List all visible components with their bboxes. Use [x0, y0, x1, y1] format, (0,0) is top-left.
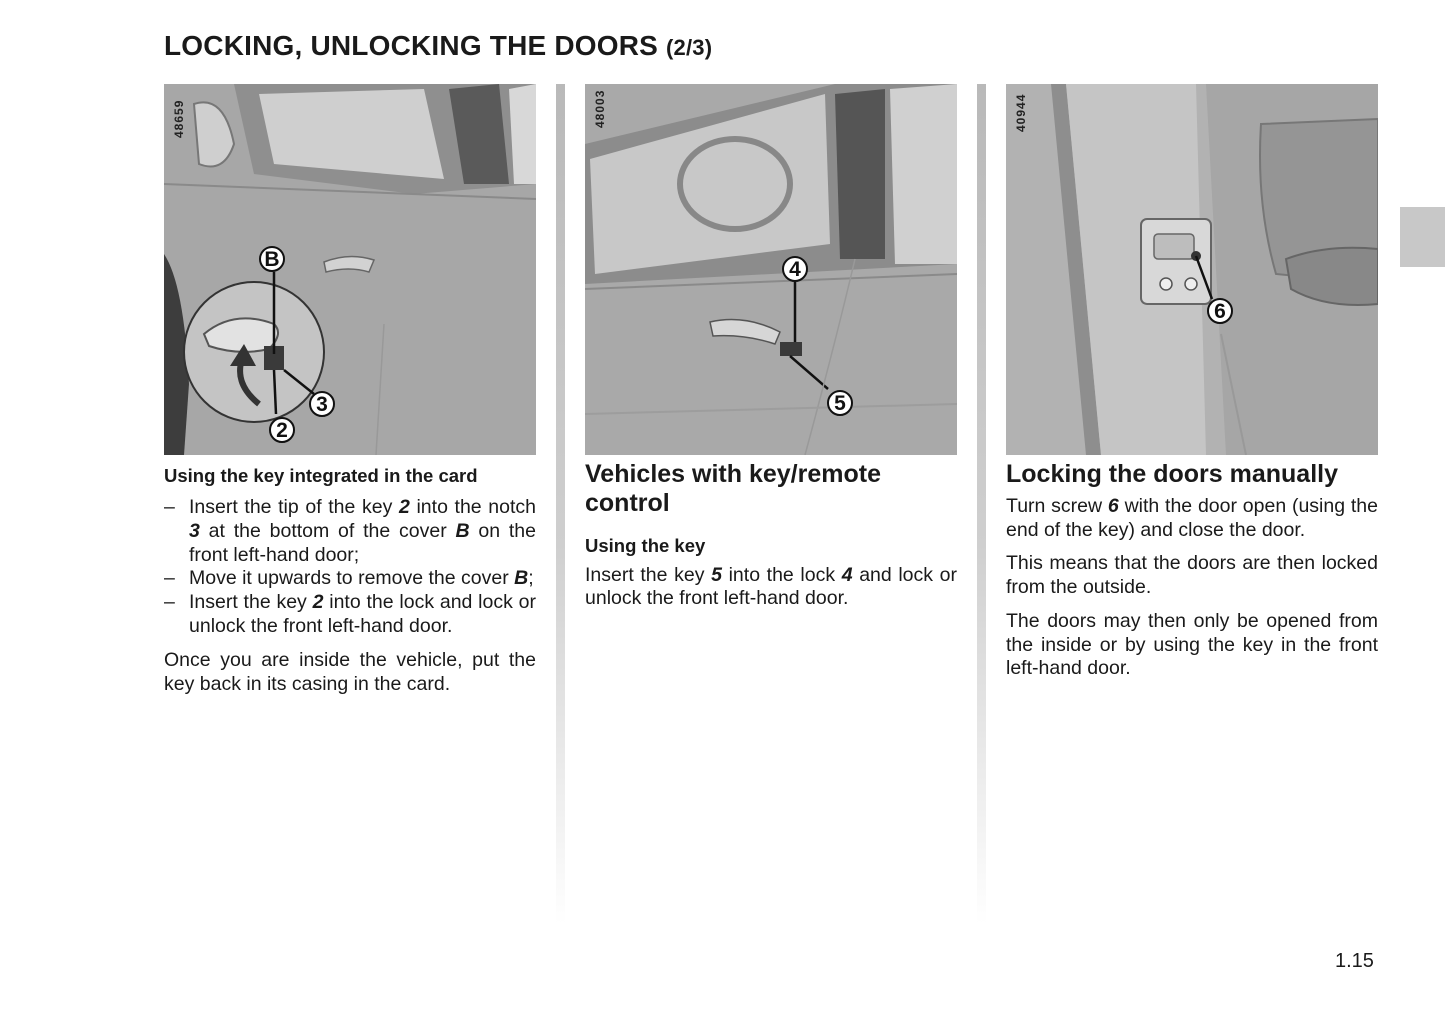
- column-divider-1: [556, 84, 565, 924]
- column-divider-2: [977, 84, 986, 924]
- callout-6: 6: [1207, 298, 1233, 324]
- list-item: [164, 567, 536, 591]
- subheading-using-key: Using the key: [585, 534, 706, 556]
- callout-B: B: [259, 246, 285, 272]
- section-heading-key-remote: Vehicles with key/remote control: [585, 460, 881, 517]
- text-run: at the bottom of the cover: [199, 519, 456, 542]
- text-run: into the notch: [409, 496, 536, 519]
- reference-number: 2: [312, 591, 324, 614]
- reference-number: 5: [711, 563, 722, 586]
- text-run: Move it upwards to remove the cover: [189, 567, 515, 590]
- body-paragraph: This means that the doors are then locked from the outside.: [1006, 552, 1378, 599]
- text-run: ;: [528, 567, 534, 590]
- page-number: 1.15: [1335, 950, 1374, 972]
- page-title: [164, 30, 712, 62]
- body-paragraph: [585, 564, 957, 612]
- reference-number: 2: [398, 496, 410, 519]
- text-run: and lock or unlock the front left-hand door.: [585, 563, 957, 610]
- figure-id: 48659: [172, 99, 186, 138]
- callout-4: 4: [782, 256, 808, 282]
- section-heading-manual-locking: Locking the doors manually: [1006, 460, 1338, 488]
- list-item: [164, 496, 536, 567]
- text-run: on the front left-hand door;: [189, 519, 536, 566]
- page-title-text: LOCKING, UNLOCKING THE DOORS: [164, 30, 659, 61]
- column-key-in-card: [164, 460, 536, 706]
- reference-letter: B: [455, 519, 470, 542]
- text-run: into the lock and lock or unlock the front left-hand door.: [189, 591, 536, 637]
- reference-number: 3: [189, 519, 200, 542]
- reference-number: 4: [841, 563, 853, 586]
- figure-door-latch-screw: [1006, 84, 1378, 455]
- callout-3: 3: [309, 391, 335, 417]
- section-tab-marker: [1400, 207, 1445, 267]
- column-manual-locking: [1006, 460, 1378, 691]
- figure-door-lock-key: [585, 84, 957, 455]
- reference-letter: B: [514, 567, 529, 590]
- door-handle-cover-illustration: [164, 84, 536, 455]
- body-paragraph: Once you are inside the vehicle, put the key back in its casing in the card.: [164, 648, 536, 695]
- callout-5: 5: [827, 390, 853, 416]
- text-run: into the lock: [721, 563, 842, 586]
- reference-number: 6: [1107, 494, 1119, 517]
- door-latch-screw-illustration: [1006, 84, 1378, 455]
- figure-door-handle-cover: [164, 84, 536, 455]
- text-run: Insert the key: [585, 563, 712, 586]
- text-run: Insert the key: [189, 591, 313, 614]
- section-heading-key-in-card: Using the key integrated in the card: [164, 465, 478, 486]
- callout-2: 2: [269, 417, 295, 443]
- figure-id: 48003: [593, 89, 607, 128]
- door-lock-key-illustration: [585, 84, 957, 455]
- instruction-list: [164, 496, 536, 639]
- page-title-part: (2/3): [666, 35, 713, 60]
- text-run: Turn screw: [1006, 494, 1108, 517]
- column-key-remote: [585, 460, 957, 621]
- body-paragraph: The doors may then only be opened from the inside or by using the key in the front left-hand door.: [1006, 609, 1378, 680]
- text-run: with the door open (using the end of the key) and close the door.: [1006, 494, 1378, 541]
- text-run: Insert the tip of the key: [189, 496, 399, 519]
- list-item: [164, 591, 536, 639]
- body-paragraph: [1006, 495, 1378, 543]
- figure-id: 40944: [1014, 93, 1028, 132]
